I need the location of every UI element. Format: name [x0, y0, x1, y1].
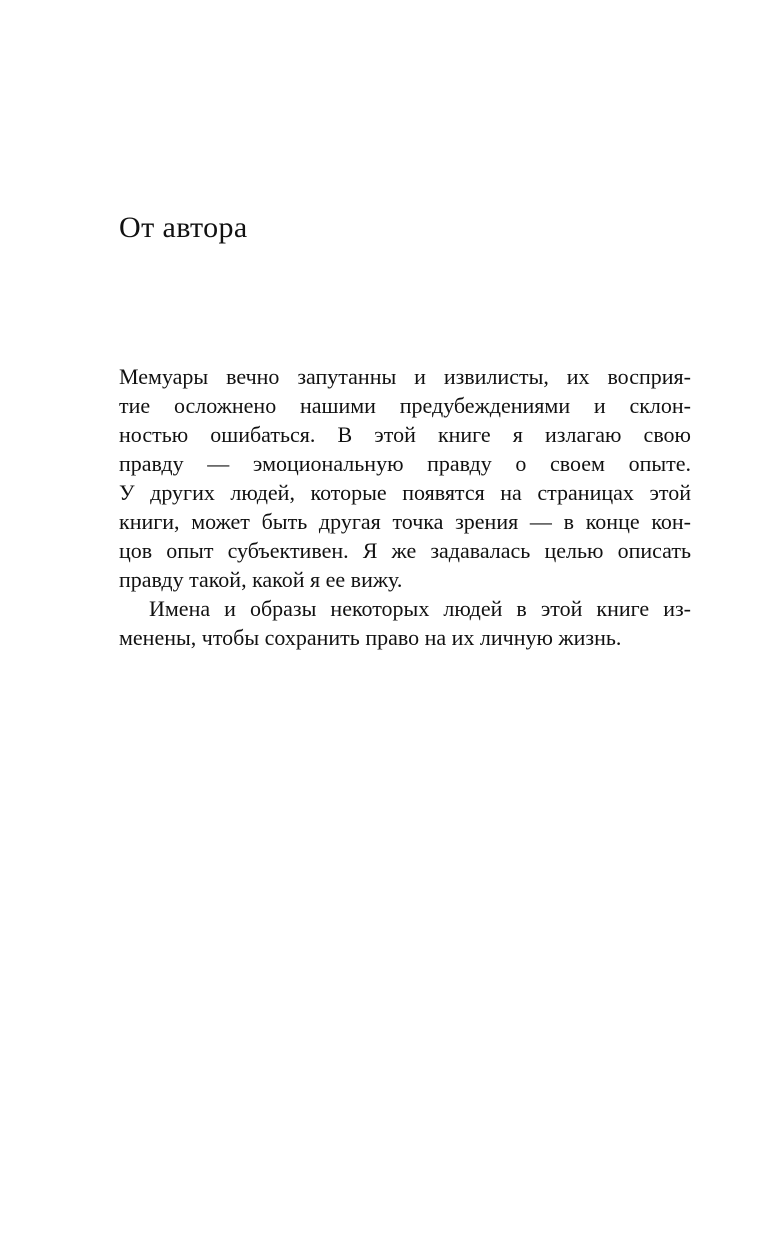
page-title: От автора: [119, 211, 248, 244]
text-line: У других людей, которые появятся на страницах этой: [119, 480, 691, 505]
text-line: менены, чтобы сохранить право на их личную жизнь.: [119, 625, 622, 650]
text-line: Мемуары вечно запутанны и извилисты, их восприя-: [119, 364, 691, 389]
paragraph-2: [119, 594, 691, 652]
text-line: ностью ошибаться. В этой книге я излагаю свою: [119, 422, 691, 447]
text-line: правду такой, какой я ее вижу.: [119, 567, 403, 592]
body-text: [119, 362, 691, 652]
text-line: Имена и образы некоторых людей в этой книге из-: [149, 596, 691, 621]
paragraph-1: [119, 362, 691, 594]
text-line: тие осложнено нашими предубеждениями и склон-: [119, 393, 691, 418]
text-line: цов опыт субъективен. Я же задавалась целью описать: [119, 538, 691, 563]
text-line: книги, может быть другая точка зрения — в конце кон-: [119, 509, 691, 534]
text-line: правду — эмоциональную правду о своем опыте.: [119, 451, 691, 476]
